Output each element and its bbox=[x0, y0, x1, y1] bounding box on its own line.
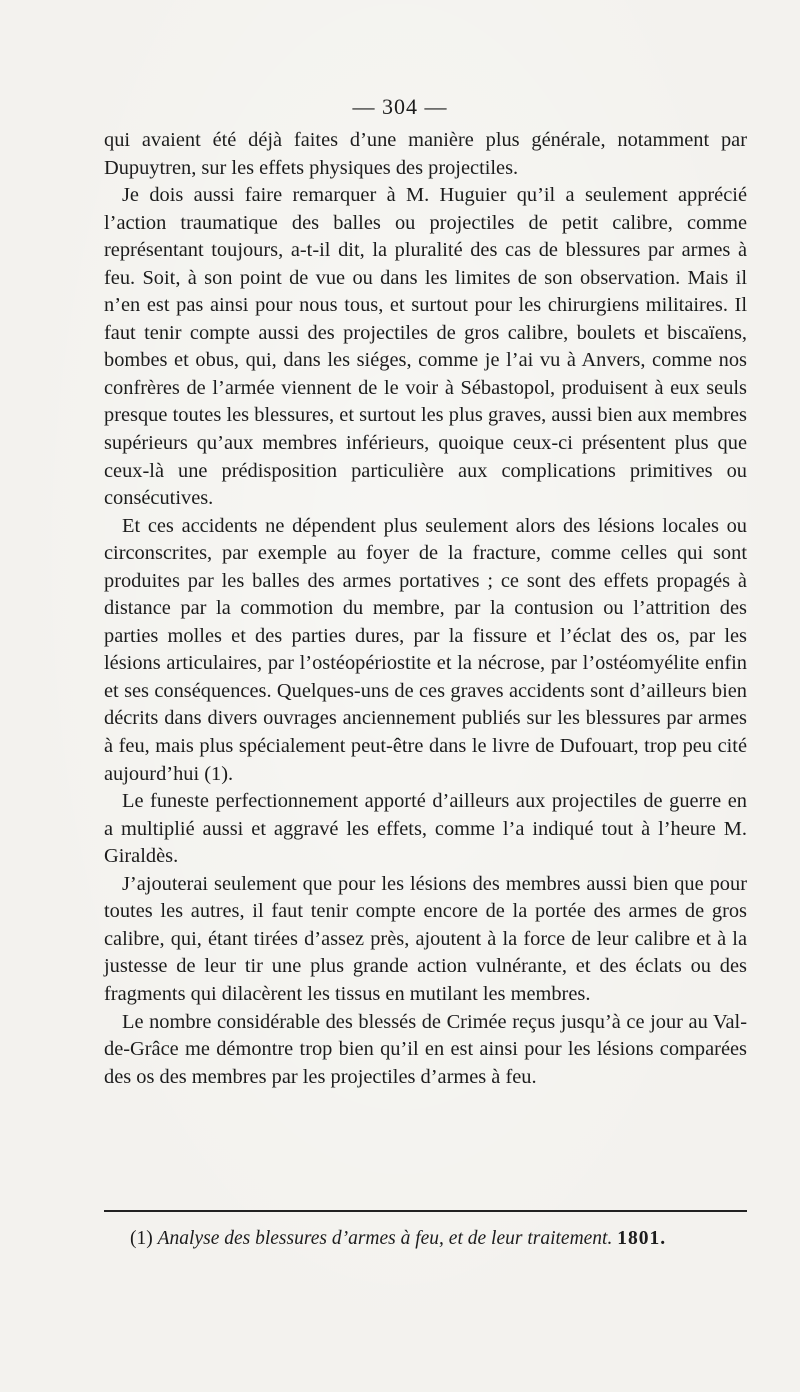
paragraph-continued: qui avaient été déjà faites d’une manière plus générale, notamment par Dupuytren, sur les effets physiques des projectiles. bbox=[104, 129, 747, 179]
footnote bbox=[130, 1226, 750, 1252]
footnote-title: Analyse des blessures d’armes à feu, et de leur traitement. bbox=[157, 1228, 613, 1249]
paragraph: Le nombre considérable des blessés de Crimée reçus jusqu’à ce jour au Val-de-Grâce me démontre trop bien qu’il en est ainsi pour les lésions comparées des os des membres par les projectiles d’armes à feu. bbox=[104, 1010, 747, 1088]
paragraph: Et ces accidents ne dépendent plus seulement alors des lésions locales ou circonscrites, par exemple au foyer de la fracture, comme celles qui sont produites par les balles des armes portatives ; ce sont des effets propagés à distance par la commotion du membre, par la contusion ou l’attrition des parties molles et des parties dures, par la fissure et l’éclat des os, par les lésions articulaires, par l’ostéopériostite et la nécrose, par l’ostéomyélite enfin et ses conséquences. Quelques-uns de ces graves accidents sont d’ailleurs bien décrits dans divers ouvrages anciennement publiés sur les blessures par armes à feu, mais plus spécialement peut-être dans le livre de Dufouart, trop peu cité aujourd’hui (1). bbox=[104, 514, 747, 785]
footnote-divider bbox=[104, 1210, 747, 1212]
paragraph: J’ajouterai seulement que pour les lésions des membres aussi bien que pour toutes les autres, il faut tenir compte encore de la portée des armes de gros calibre, qui, étant tirées d’assez près, ajoutent à la force de leur calibre et à la justesse de leur tir une plus grande action vulnérante, et des éclats ou des fragments qui dilacèrent les tissus en mutilant les membres. bbox=[104, 872, 747, 1005]
paragraph: Le funeste perfectionnement apporté d’ailleurs aux projectiles de guerre en a multiplié aussi et aggravé les effets, comme l’a indiqué tout à l’heure M. Giraldès. bbox=[104, 790, 747, 868]
page-number: — 304 — bbox=[352, 94, 448, 119]
paragraph: Je dois aussi faire remarquer à M. Huguier qu’il a seulement apprécié l’action traumatique des balles ou projectiles de petit calibre, comme représentant toujours, a-t-il dit, la pluralité des cas de blessures par armes à feu. Soit, à son point de vue ou dans les limites de son observation. Mais il n’en est pas ainsi pour nous tous, et surtout pour les chirurgiens militaires. Il faut tenir compte aussi des projectiles de gros calibre, boulets et biscaïens, bombes et obus, qui, dans les siéges, comme je l’ai vu à Anvers, comme nos confrères de l’armée viennent de le voir à Sébastopol, produisent à eux seuls presque toutes les blessures, et surtout les plus graves, aussi bien aux membres supérieurs qu’aux membres inférieurs, quoique ceux-ci présentent plus que ceux-là une prédisposition particulière aux complications primitives ou consécutives. bbox=[104, 184, 747, 510]
body-text bbox=[104, 127, 747, 1091]
footnote-marker: (1) bbox=[130, 1228, 153, 1249]
footnote-year: 1801. bbox=[617, 1228, 667, 1249]
